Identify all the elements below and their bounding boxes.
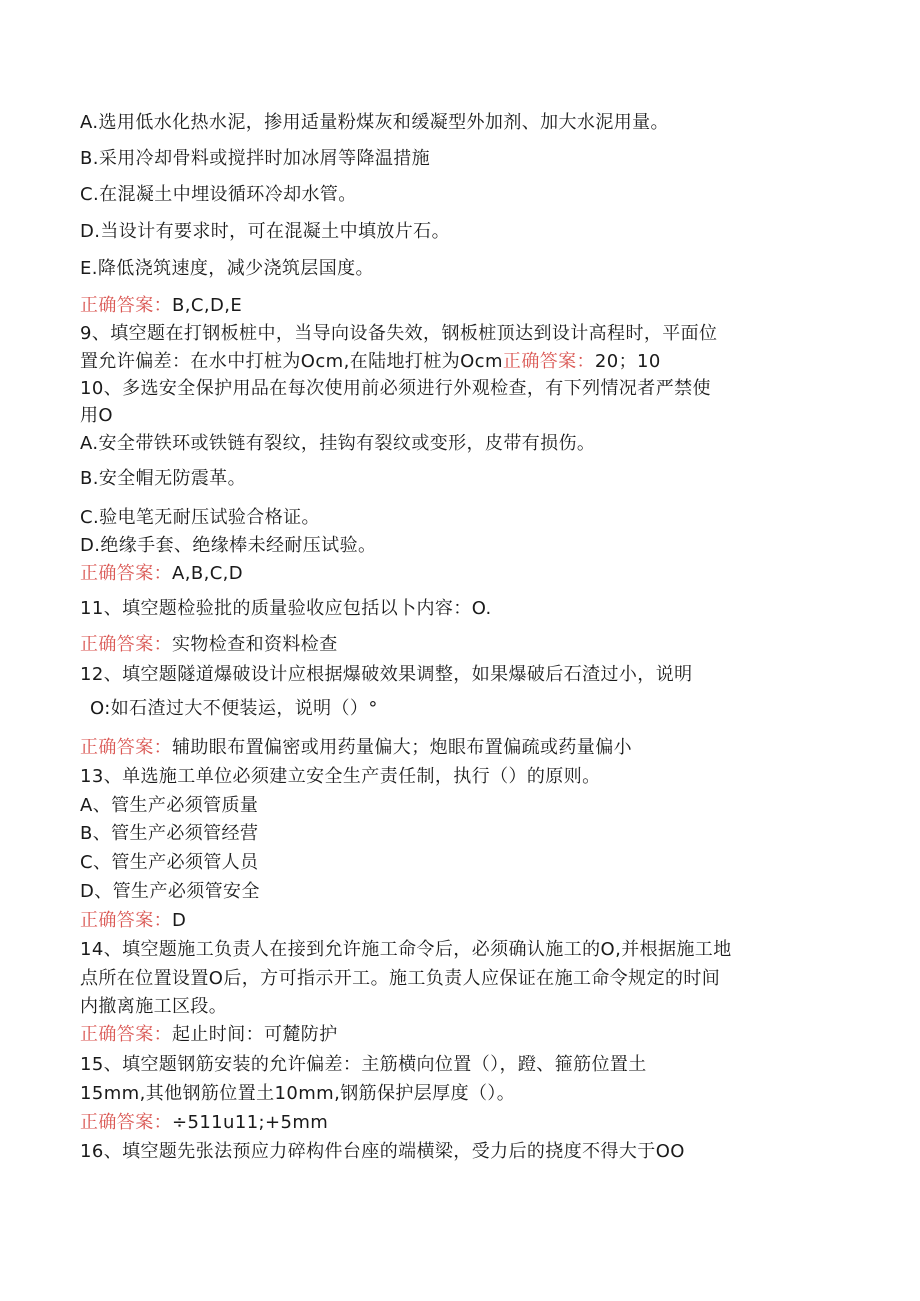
question-11-line: 11、填空题检验批的质量验收应包括以卜内容：O. <box>80 598 492 619</box>
option-c-line: C、管生产必须管人员 <box>80 852 259 873</box>
answer-label: 正确答案： <box>80 737 172 758</box>
answer-value: 20；10 <box>594 351 661 372</box>
answer-value: A,B,C,D <box>172 563 244 584</box>
question-10-line-1: 10、多选安全保护用品在每次使用前必须进行外观检查，有下列情况者严禁使 <box>80 378 711 399</box>
question-9-line-1: 9、填空题在打钢板桩中，当导向设备失效，钢板桩顶达到设计高程时，平面位 <box>80 323 718 344</box>
answer-label: 正确答案： <box>502 351 595 372</box>
answer-label: 正确答案： <box>80 910 172 931</box>
question-15-line-1: 15、填空题钢筋安装的允许偏差：主筋横向位置（），蹬、箍筋位置土 <box>80 1054 647 1075</box>
question-14-line-2: 点所在位置设置O后，方可指示开工。施工负责人应保证在施工命令规定的时间 <box>80 968 721 989</box>
answer-value: 实物检查和资料检查 <box>172 634 338 655</box>
question-12-line-2: O:如石渣过大不便装运，说明（）° <box>90 698 378 719</box>
answer-line <box>80 634 338 656</box>
option-d-line: D、管生产必须管安全 <box>80 881 260 902</box>
option-b-line: B.安全帽无防震革。 <box>80 468 247 489</box>
answer-label: 正确答案： <box>80 295 172 316</box>
answer-value: 起止时间：可麓防护 <box>172 1024 338 1045</box>
answer-value: 辅助眼布置偏密或用药量偏大；炮眼布置偏疏或药量偏小 <box>172 737 632 758</box>
option-a-line: A、管生产必须管质量 <box>80 795 259 816</box>
question-14-line-1: 14、填空题施工负责人在接到允许施工命令后，必须确认施工的O,并根据施工地 <box>80 939 732 960</box>
answer-value: D <box>172 910 187 931</box>
question-9-line-2 <box>80 351 661 373</box>
answer-line <box>80 1112 328 1134</box>
answer-line <box>80 737 632 759</box>
option-b-line: B.采用冷却骨料或搅拌时加冰屑等降温措施 <box>80 148 431 169</box>
answer-label: 正确答案： <box>80 1024 172 1045</box>
answer-label: 正确答案： <box>80 563 172 584</box>
option-a-line: A.安全带铁环或铁链有裂纹，挂钩有裂纹或变形，皮带有损伤。 <box>80 433 596 454</box>
answer-label: 正确答案： <box>80 1112 172 1133</box>
answer-line <box>80 295 242 317</box>
question-10-line-2: 用O <box>80 405 113 426</box>
option-d-line: D.绝缘手套、绝缘棒未经耐压试验。 <box>80 535 377 556</box>
option-a-line: A.选用低水化热水泥，掺用适量粉煤灰和缓凝型外加剂、加大水泥用量。 <box>80 112 669 133</box>
question-13-line: 13、单选施工单位必须建立安全生产责任制，执行（）的原则。 <box>80 766 601 787</box>
answer-line <box>80 910 186 932</box>
option-c-line: C.在混凝土中埋设循环冷却水管。 <box>80 184 357 205</box>
answer-value: B,C,D,E <box>172 295 243 316</box>
question-14-line-3: 内撤离施工区段。 <box>80 996 228 1017</box>
question-9-text: 置允许偏差：在水中打桩为Ocm,在陆地打桩为Ocm <box>80 351 503 372</box>
answer-value: ÷511u11;+5mm <box>172 1112 329 1133</box>
question-16-line: 16、填空题先张法预应力碎构件台座的端横梁，受力后的挠度不得大于OO <box>80 1141 685 1162</box>
option-b-line: B、管生产必须管经营 <box>80 823 259 844</box>
question-12-line-1: 12、填空题隧道爆破设计应根据爆破效果调整，如果爆破后石渣过小，说明 <box>80 664 693 685</box>
answer-line <box>80 1024 338 1046</box>
option-d-line: D.当设计有要求时，可在混凝土中填放片石。 <box>80 221 450 242</box>
answer-label: 正确答案： <box>80 634 172 655</box>
answer-line <box>80 563 243 585</box>
option-c-line: C.验电笔无耐压试验合格证。 <box>80 507 320 528</box>
option-e-line: E.降低浇筑速度，减少浇筑层国度。 <box>80 258 374 279</box>
question-15-line-2: 15mm,其他钢筋位置土10mm,钢筋保护层厚度（）。 <box>80 1083 516 1104</box>
